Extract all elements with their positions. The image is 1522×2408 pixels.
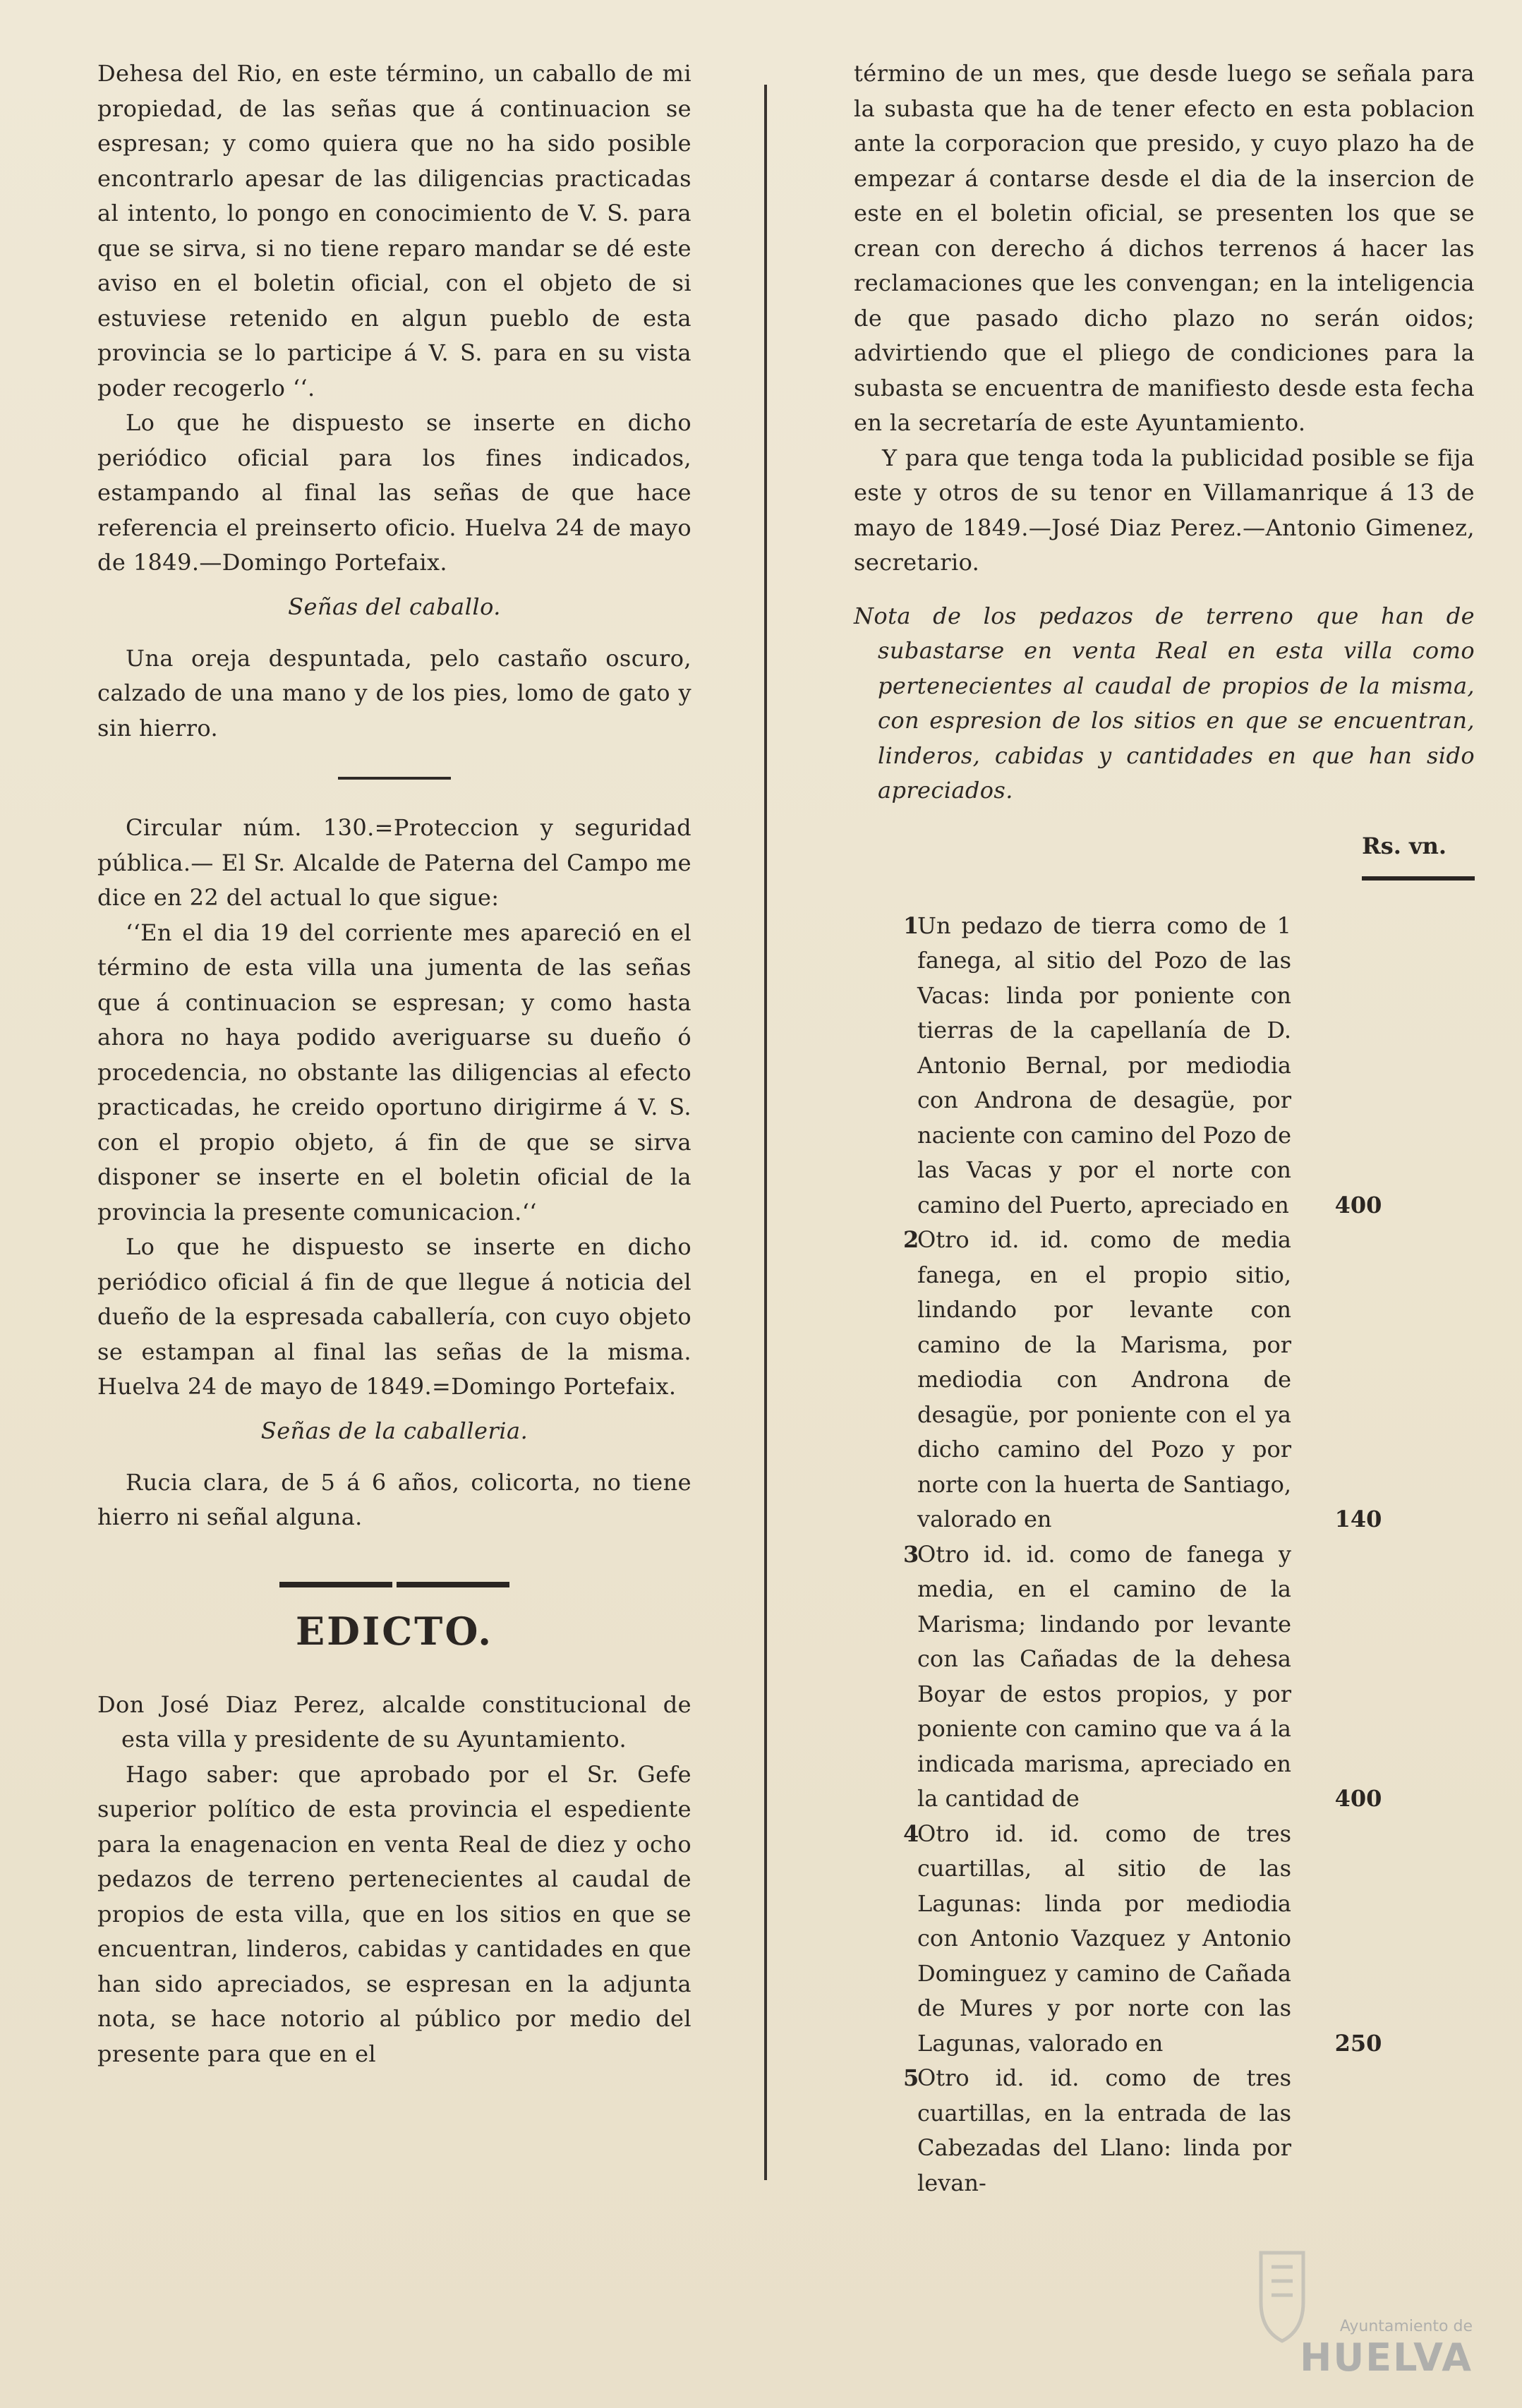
archive-watermark: [1300, 2318, 1473, 2380]
edicto-issuer: Don José Diaz Perez, alcalde constitucional de esta villa y presidente de su Ayuntamiento.: [97, 1690, 691, 1753]
nota-heading: Nota de los pedazos de terreno que han de subastarse en venta Real en esta villa como pertenecientes al caudal de propios de la misma, con espresion de los sitios en que se encuentran, linderos, cabidas y cantidades en que han sido apreciados.: [854, 602, 1475, 804]
watermark-line1: Ayuntamiento de: [1339, 2318, 1473, 2335]
land-entry: [854, 1223, 1475, 1537]
entry-number: 4: [903, 1820, 919, 1847]
entry-description: Otro id. id. como de fanega y media, en el camino de la Marisma; lindando por levante con las Cañadas de la dehesa Boyar de estos propios, y por poniente con camino que va á la indicada marisma, apreciado en la cantidad de: [917, 1540, 1291, 1812]
senas-caballo-title: Señas del caballo.: [288, 593, 501, 620]
entry-description: Otro id. id. como de tres cuartillas, al sitio de las Lagunas: linda por mediodia con Antonio Vazquez y Antonio Dominguez y camino de Cañada de Mures y por norte con las Lagunas, valorado en: [917, 1820, 1291, 2057]
entry-value: 140: [1334, 1506, 1382, 1532]
senas-caballo-text: Una oreja despuntada, pelo castaño oscuro, calzado de una mano y de los pies, lomo de gato y sin hierro.: [97, 644, 691, 742]
entry-number: 3: [903, 1540, 919, 1568]
watermark-line2: HUELVA: [1300, 2335, 1473, 2380]
right-column: [854, 56, 1475, 2201]
paragraph-caballo-report: Dehesa del Rio, en este término, un caballo de mi propiedad, de las señas que á continuacion se espresan; y como quiera que no ha sido posible encontrarlo apesar de las diligencias practicadas al intento, lo pongo en conocimiento de V. S. para que se sirva, si no tiene reparo mandar se dé este aviso en el boletin oficial, con el objeto de si estuviese retenido en algun pueblo de esta provincia se lo participe á V. S. para en su vista poder recogerlo ‘‘.: [97, 60, 691, 401]
entry-number: 1: [903, 912, 919, 939]
circular-heading: Circular núm. 130.=Proteccion y seguridad pública.— El Sr. Alcalde de Paterna del Campo me dice en 22 del actual lo que sigue:: [97, 814, 691, 911]
circular-quote: ‘‘En el dia 19 del corriente mes apareció en el término de esta villa una jumenta de las señas que á continuacion se espresan; y como hasta ahora no haya podido averiguarse su dueño ó procedencia, no obstante las diligencias al efecto practicadas, he creido oportuno dirigirme á V. S. con el propio objeto, á fin de que se sirva disponer se inserte en el boletin oficial de la provincia la presente comunicacion.‘‘: [97, 919, 691, 1226]
double-divider: [97, 1582, 691, 1587]
land-entry: [854, 1537, 1475, 1817]
entry-number: 2: [903, 1226, 919, 1253]
land-entry: [854, 909, 1475, 1223]
column-divider: [764, 85, 767, 2180]
entry-description: Otro id. id. como de tres cuartillas, en la entrada de las Cabezadas del Llano: linda por levan-: [917, 2064, 1291, 2196]
section-divider: [338, 777, 451, 780]
land-entry: [854, 2061, 1475, 2201]
entry-value: 400: [1334, 1785, 1382, 1812]
edicto-continuation: término de un mes, que desde luego se señala para la subasta que ha de tener efecto en esta poblacion ante la corporacion que presido, y cuyo plazo ha de empezar á contarse desde el dia de la insercion de este en el boletin oficial, se presenten los que se crean con derecho á dichos terrenos á hacer las reclamaciones que les convengan; en la inteligencia de que pasado dicho plazo no serán oidos; advirtiendo que el pliego de condiciones para la subasta se encuentra de manifiesto desde esta fecha en la secretaría de este Ayuntamiento.: [854, 60, 1475, 436]
edicto-signature: Y para que tenga toda la publicidad posible se fija este y otros de su tenor en Villamanrique á 13 de mayo de 1849.—José Diaz Perez.—Antonio Gimenez, secretario.: [854, 444, 1475, 576]
paragraph-caballo-order: Lo que he dispuesto se inserte en dicho periódico oficial para los fines indicados, estampando al final las señas de que hace referencia el preinserto oficio. Huelva 24 de mayo de 1849.—Domingo Portefaix.: [97, 409, 691, 576]
entry-number: 5: [903, 2064, 919, 2091]
entry-description: Otro id. id. como de media fanega, en el propio sitio, lindando por levante con camino de la Marisma, por mediodia con Androna de desagüe, por poniente con el ya dicho camino del Pozo y por norte con la huerta de Santiago, valorado en: [917, 1226, 1291, 1532]
entry-value: 250: [1334, 2029, 1382, 2057]
senas-caballeria-title: Señas de la caballeria.: [260, 1417, 529, 1444]
entry-description: Un pedazo de tierra como de 1 fanega, al sitio del Pozo de las Vacas: linda por poniente con tierras de la capellanía de D. Antonio Bernal, por mediodia con Androna de desagüe, por naciente con camino del Pozo de las Vacas y por el norte con camino del Puerto, apreciado en: [917, 912, 1291, 1218]
entry-value: 400: [1334, 1191, 1382, 1218]
currency-label: Rs. vn.: [1362, 832, 1446, 859]
land-list: [854, 909, 1475, 2201]
edicto-hago-saber: Hago saber: que aprobado por el Sr. Gefe superior político de esta provincia el espediente para la enagenacion en venta Real de diez y ocho pedazos de terreno pertenecientes al caudal de propios de esta villa, que en los sitios en que se encuentran, linderos, cabidas y cantidades en que han sido apreciados, se espresan en la adjunta nota, se hace notorio al público por medio del presente para que en el: [97, 1760, 691, 2067]
paragraph-jumenta-order: Lo que he dispuesto se inserte en dicho periódico oficial á fin de que llegue á noticia del dueño de la espresada caballería, con cuyo objeto se estampan al final las señas de la misma. Huelva 24 de mayo de 1849.=Domingo Portefaix.: [97, 1233, 691, 1400]
edicto-heading: EDICTO.: [295, 1608, 494, 1654]
senas-caballeria-text: Rucia clara, de 5 á 6 años, colicorta, no tiene hierro ni señal alguna.: [97, 1468, 691, 1530]
currency-rule: [1362, 876, 1475, 881]
left-column: [97, 56, 691, 2071]
land-entry: [854, 1817, 1475, 2062]
